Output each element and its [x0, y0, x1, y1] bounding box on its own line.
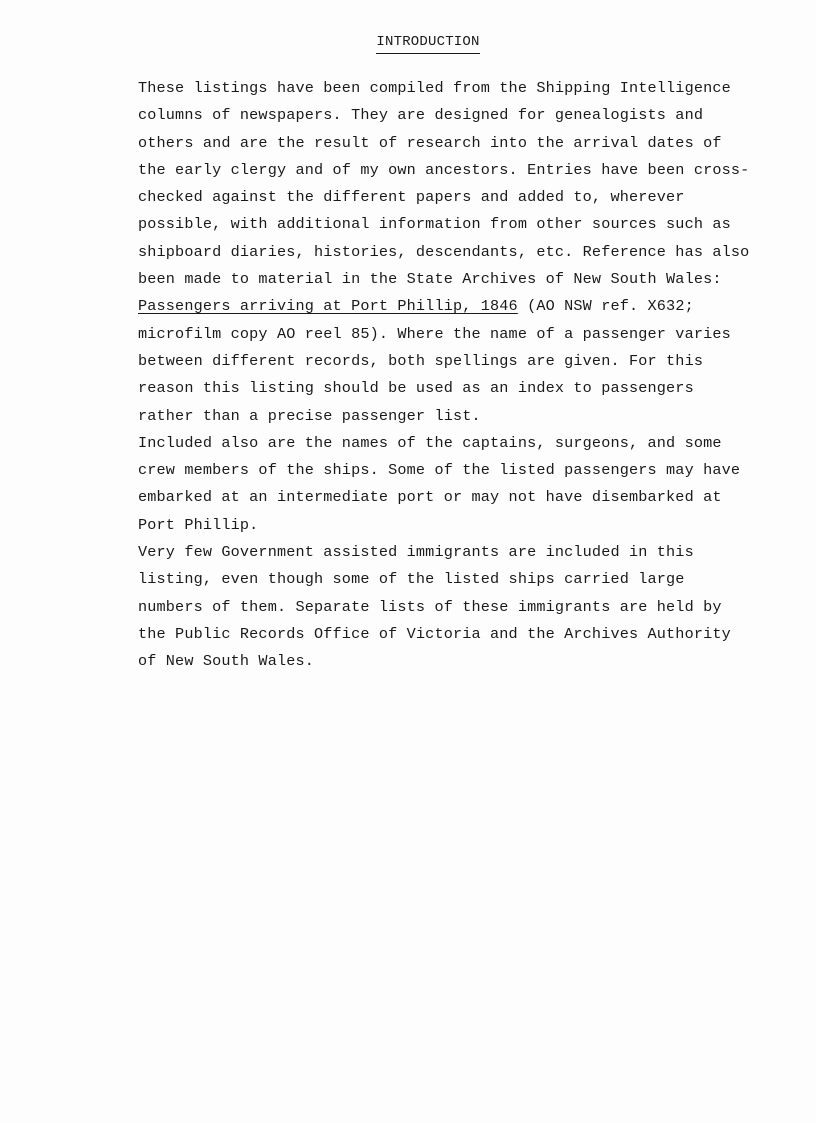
text-line: others and are the result of research into the arrival dates of [138, 133, 722, 152]
text-line: shipboard diaries, histories, descendants, etc. Reference has also [138, 242, 750, 261]
text-line: the Public Records Office of Victoria and the Archives Authority [138, 624, 731, 643]
text-line: Included also are the names of the captains, surgeons, and some [138, 433, 722, 452]
text-line: rather than a precise passenger list. [138, 406, 481, 425]
text-line: reason this listing should be used as an index to passengers [138, 379, 694, 398]
text-line: Port Phillip. [138, 515, 259, 534]
text-line: columns of newspapers. They are designed for genealogists and [138, 106, 704, 125]
text-line: crew members of the ships. Some of the listed passengers may have [138, 461, 741, 480]
text-line: the early clergy and of my own ancestors. Entries have been cross- [138, 160, 750, 179]
text-line: These listings have been compiled from the Shipping Intelligence [138, 79, 731, 97]
text-line: possible, with additional information from other sources such as [138, 215, 731, 234]
page-title [0, 34, 816, 54]
text-line-with-reference [138, 293, 788, 320]
text-line: between different records, both spellings are given. For this [138, 351, 704, 370]
text-line: numbers of them. Separate lists of these immigrants are held by [138, 597, 722, 616]
page-title-text: INTRODUCTION [376, 34, 479, 54]
text-line: embarked at an intermediate port or may not have disembarked at [138, 488, 722, 507]
text-line: Very few Government assisted immigrants are included in this [138, 543, 694, 562]
text-line: microfilm copy AO reel 85). Where the name of a passenger varies [138, 324, 731, 343]
text-line: listing, even though some of the listed ships carried large [138, 570, 685, 589]
underlined-reference-title: Passengers arriving at Port Phillip, 1846 [138, 297, 518, 316]
introduction-body [138, 75, 788, 676]
text-line: been made to material in the State Archives of New South Wales: [138, 270, 722, 289]
text-line: checked against the different papers and added to, wherever [138, 188, 685, 207]
text-line: of New South Wales. [138, 652, 315, 671]
reference-suffix: (AO NSW ref. X632; [517, 297, 694, 316]
